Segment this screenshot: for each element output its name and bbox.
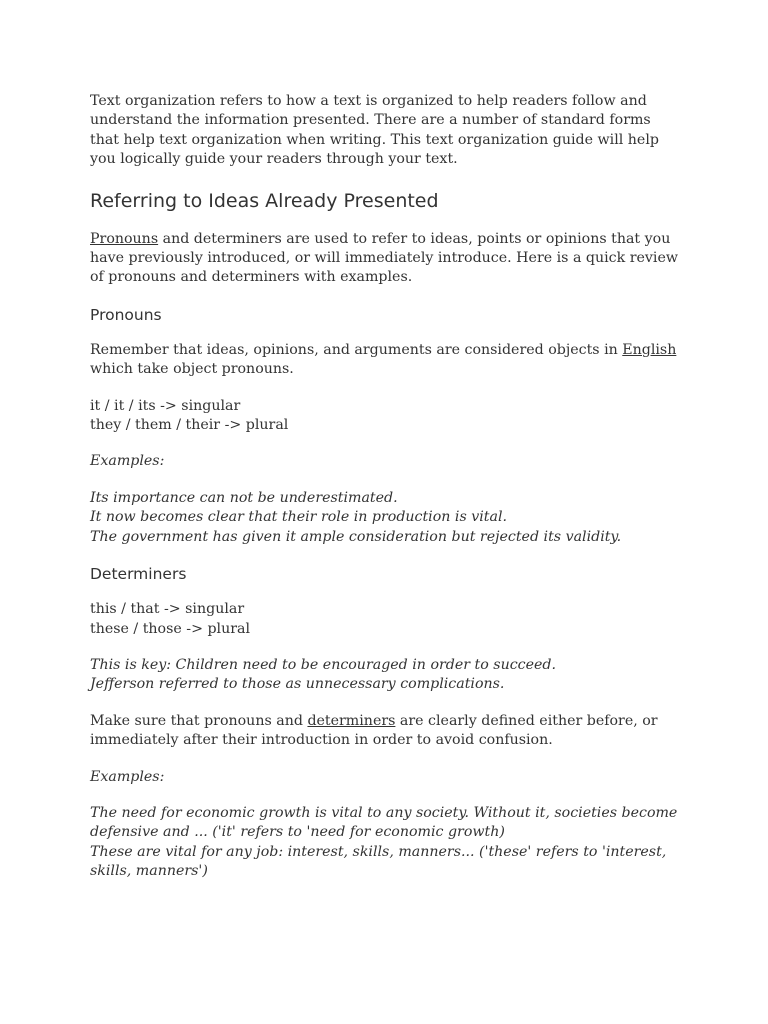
pronoun-example: It now becomes clear that their role in production is vital. [90, 509, 507, 526]
pronouns-examples-label: Examples: [90, 453, 165, 470]
determiners-examples-2 [90, 804, 680, 882]
pronouns-link[interactable]: Pronouns [90, 230, 159, 247]
intro-paragraph: Text organization refers to how a text is organized to help readers follow and understand the information presented. There are a number of standard forms that help text organization when writing. This text organization guide will help you logically guide your readers through your text. [90, 93, 659, 168]
determiner-forms [90, 600, 680, 639]
determiner-form-plural: these / those -> plural [90, 620, 251, 637]
section-title: Referring to Ideas Already Presented [90, 189, 439, 212]
determiners-heading: Determiners [90, 565, 187, 584]
pronoun-form-singular: it / it / its -> singular [90, 397, 241, 414]
determiner-example: The need for economic growth is vital to any society. Without it, societies become defensive and ... ('it' refers to 'need for economic growth) [90, 804, 678, 841]
determiners-examples [90, 656, 680, 695]
remember-text-after: which take object pronouns. [90, 361, 294, 378]
make-sure-text-before: Make sure that pronouns and [90, 712, 308, 729]
section-intro-text: and determiners are used to refer to ideas, points or opinions that you have previously introduced, or will immediately introduce. Here is a quick review of pronouns and determiners with examples. [90, 230, 679, 286]
section-intro-paragraph [90, 230, 680, 288]
pronoun-example: Its importance can not be underestimated. [90, 489, 398, 506]
determiners-examples-label: Examples: [90, 768, 165, 785]
make-sure-paragraph [90, 712, 680, 751]
determiner-example: This is key: Children need to be encouraged in order to succeed. [90, 656, 556, 673]
pronoun-example: The government has given it ample consideration but rejected its validity. [90, 528, 622, 545]
determiner-example: Jefferson referred to those as unnecessary complications. [90, 676, 505, 693]
pronoun-form-plural: they / them / their -> plural [90, 417, 289, 434]
determiner-form-singular: this / that -> singular [90, 601, 245, 618]
remember-text-before: Remember that ideas, opinions, and arguments are considered objects in [90, 341, 623, 358]
english-link[interactable]: English [622, 341, 677, 358]
document-page [90, 92, 680, 882]
pronouns-remember-paragraph [90, 341, 680, 380]
determiner-example: These are vital for any job: interest, skills, manners... ('these' refers to 'interest, skills, manners') [90, 843, 667, 880]
make-sure-text-after: are clearly defined either before, or immediately after their introduction in order to avoid confusion. [90, 712, 658, 749]
pronouns-heading: Pronouns [90, 305, 162, 324]
pronoun-forms [90, 397, 680, 436]
determiners-link[interactable]: determiners [307, 712, 396, 729]
pronouns-examples [90, 489, 680, 547]
